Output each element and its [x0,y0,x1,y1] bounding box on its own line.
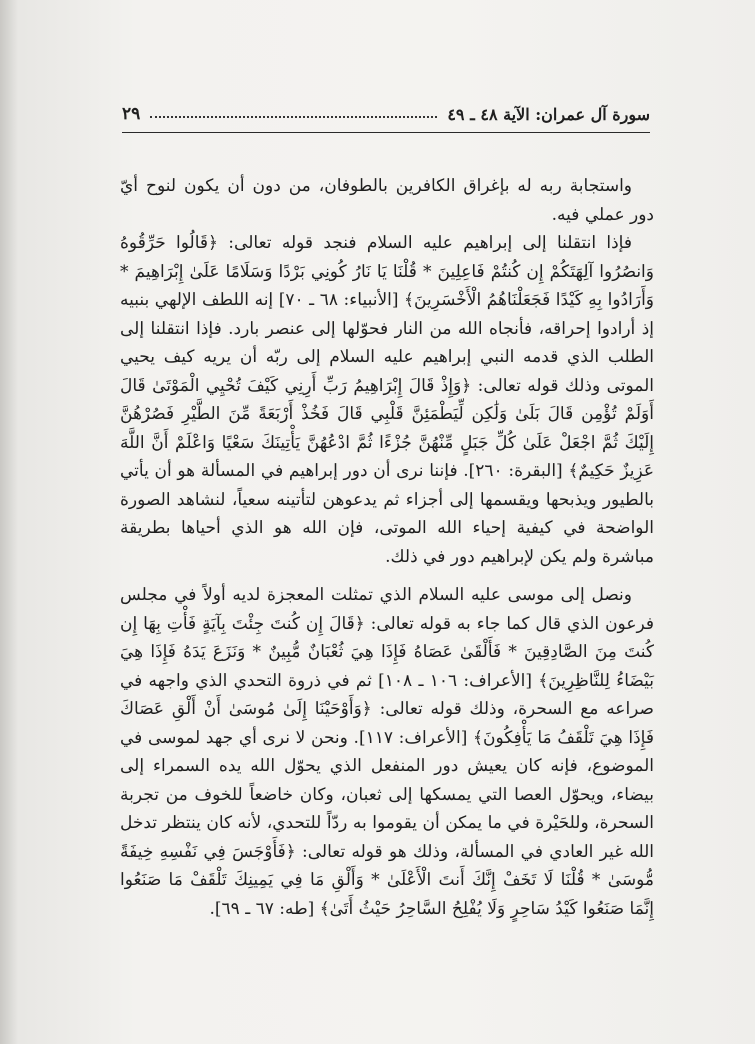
spine-shadow [0,0,18,1044]
header-leader-dots [150,116,437,118]
paragraph-1: واستجابة ربه له بإغراق الكافرين بالطوفان، من دون أن يكون لنوح أيّ دور عملي فيه. [120,176,654,225]
running-header [122,98,650,133]
paragraph-2: فإذا انتقلنا إلى إبراهيم عليه السلام فنجد قوله تعالى: ﴿قَالُوا حَرِّقُوهُ وَانصُرُوا آلِهَتَكُمْ إِن كُنتُمْ فَاعِلِينَ * قُلْنَا يَا نَارُ كُونِي بَرْدًا وَسَلَامًا عَلَىٰ إِبْرَاهِيمَ * وَأَرَادُوا بِهِ كَيْدًا فَجَعَلْنَاهُمُ الْأَخْسَرِينَ﴾ [الأنبياء: ٦٨ ـ ٧٠] إنه اللطف الإلهي بنبيه إذ أرادوا إحراقه، فأنجاه الله من النار فحوّلها إلى عنصر بارد. فإذا انتقلنا إلى الطلب الذي قدمه النبي إبراهيم عليه السلام إلى ربّه أن يريه كيف يحيي الموتى وذلك قوله تعالى: ﴿وَإِذْ قَالَ إِبْرَاهِيمُ رَبِّ أَرِنِي كَيْفَ تُحْيِي الْمَوْتَىٰ قَالَ أَوَلَمْ تُؤْمِن قَالَ بَلَىٰ وَلَٰكِن لِّيَطْمَئِنَّ قَلْبِي قَالَ فَخُذْ أَرْبَعَةً مِّنَ الطَّيْرِ فَصُرْهُنَّ إِلَيْكَ ثُمَّ اجْعَلْ عَلَىٰ كُلِّ جَبَلٍ مِّنْهُنَّ جُزْءًا ثُمَّ ادْعُهُنَّ يَأْتِينَكَ سَعْيًا وَاعْلَمْ أَنَّ اللَّهَ عَزِيزٌ حَكِيمٌ﴾ [البقرة: ٢٦٠]. فإننا نرى أن دور إبراهيم في المسألة هو أن يأتي بالطيور ويذبحها ويقسمها إلى أجزاء ثم يدعوهن لتأتينه سعياً، لنشاهد الصورة الواضحة في كيفية إحياء الله الموتى، فإن الله هو الذي أحياها بطريقة مباشرة ولم يكن لإبراهيم دور في ذلك. [120,233,655,567]
paragraph-3: ونصل إلى موسى عليه السلام الذي تمثلت المعجزة لديه أولاً في مجلس فرعون الذي قال كما جاء به قوله تعالى: ﴿قَالَ إِن كُنتَ جِئْتَ بِآيَةٍ فَأْتِ بِهَا إِن كُنتَ مِنَ الصَّادِقِينَ * فَأَلْقَىٰ عَصَاهُ فَإِذَا هِيَ ثُعْبَانٌ مُّبِينٌ * وَنَزَعَ يَدَهُ فَإِذَا هِيَ بَيْضَاءُ لِلنَّاظِرِينَ﴾ [الأعراف: ١٠٦ ـ ١٠٨] ثم في ذروة التحدي الذي واجهه في صراعه مع السحرة، وذلك قوله تعالى: ﴿وَأَوْحَيْنَا إِلَىٰ مُوسَىٰ أَنْ أَلْقِ عَصَاكَ فَإِذَا هِيَ تَلْقَفُ مَا يَأْفِكُونَ﴾ [الأعراف: ١١٧]. ونحن لا نرى أي جهد لموسى في الموضوع، فإنه كان يعيش دور المنفعل الذي يحوّل الله يده السمراء إلى بيضاء، ويحوّل العصا التي يمسكها إلى ثعبان، وكان خاضعاً للخوف من تجربة السحرة، وللحَيْرة في ما يمكن أن يقوموا به ردّاً للتحدي، لأنه كان ينتظر تدخل الله غير العادي في المسألة، وذلك هو قوله تعالى: ﴿فَأَوْجَسَ فِي نَفْسِهِ خِيفَةً مُّوسَىٰ * قُلْنَا لَا تَخَفْ إِنَّكَ أَنتَ الْأَعْلَىٰ * وَأَلْقِ مَا فِي يَمِينِكَ تَلْقَفْ مَا صَنَعُوا إِنَّمَا صَنَعُوا كَيْدُ سَاحِرٍ وَلَا يُفْلِحُ السَّاحِرُ حَيْثُ أَتَىٰ﴾ [طه: ٦٧ ـ ٦٩]. [120,585,654,919]
page-number: ٢٩ [122,104,141,124]
page-body [120,172,654,923]
header-title: سورة آل عمران: الآية ٤٨ ـ ٤٩ [447,105,650,124]
